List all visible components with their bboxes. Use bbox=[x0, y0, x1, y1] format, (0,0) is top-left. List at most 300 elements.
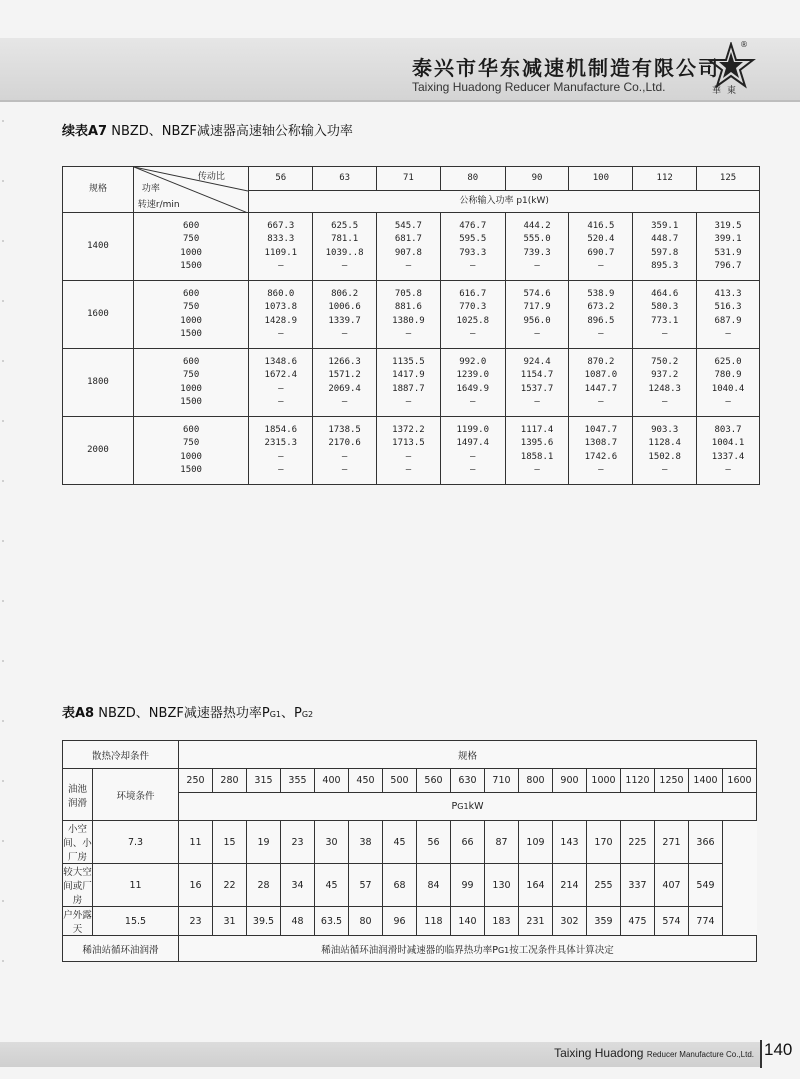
power-value: — bbox=[598, 329, 604, 339]
power-value: — bbox=[341, 397, 348, 407]
power-value: — bbox=[534, 465, 540, 475]
sizes-row bbox=[63, 769, 757, 793]
table-a8 bbox=[62, 740, 757, 962]
power-cell bbox=[697, 417, 760, 485]
power-value: 1199.0 bbox=[456, 424, 489, 435]
power-value: 399.1 bbox=[714, 234, 742, 244]
table-row bbox=[63, 821, 757, 864]
thermal-value: 57 bbox=[349, 864, 383, 907]
ratio-cell: 125 bbox=[697, 167, 760, 191]
header-speed: 转速r/min bbox=[137, 200, 180, 210]
power-value: 793.3 bbox=[459, 247, 487, 258]
power-value: 1004.1 bbox=[711, 438, 745, 448]
thermal-value: 39.5 bbox=[247, 907, 281, 936]
table-a7-title-prefix: 续表A7 bbox=[62, 124, 108, 139]
speed-cell bbox=[133, 417, 248, 485]
power-value: 448.7 bbox=[651, 234, 679, 244]
power-value: — bbox=[534, 397, 540, 407]
group-label-cell bbox=[63, 769, 93, 821]
power-cell bbox=[633, 213, 697, 281]
thermal-value: 255 bbox=[587, 864, 621, 907]
thermal-value: 359 bbox=[587, 907, 621, 936]
power-value: — bbox=[725, 465, 731, 475]
circ-note-a: 稀油站循环油润滑时减速器的临界热功率P bbox=[321, 944, 498, 956]
power-cell bbox=[569, 281, 633, 349]
power-value: 1109.1 bbox=[264, 247, 298, 258]
power-cell bbox=[249, 349, 313, 417]
speed-value: 1500 bbox=[180, 261, 202, 271]
circ-note-sub: G1 bbox=[497, 945, 510, 955]
speed-value: 600 bbox=[183, 424, 200, 435]
size-cell: 500 bbox=[383, 769, 417, 793]
thermal-value: 118 bbox=[417, 907, 451, 936]
thermal-value: 774 bbox=[689, 907, 723, 936]
power-value: 1339.7 bbox=[328, 315, 361, 326]
power-value: — bbox=[405, 397, 412, 407]
power-cell bbox=[505, 213, 569, 281]
thermal-value: 407 bbox=[655, 864, 689, 907]
power-value: — bbox=[341, 465, 348, 475]
group-label-line1: 油池 bbox=[67, 783, 87, 795]
thermal-value: 66 bbox=[451, 821, 485, 864]
table-a7 bbox=[62, 166, 760, 485]
power-value: 574.6 bbox=[523, 288, 551, 299]
power-cell bbox=[697, 281, 760, 349]
power-value: 992.0 bbox=[459, 356, 487, 367]
power-cell bbox=[440, 281, 505, 349]
thermal-value: 143 bbox=[553, 821, 587, 864]
table-a8-title-prefix: 表A8 bbox=[62, 706, 95, 721]
size-cell: 250 bbox=[179, 769, 213, 793]
power-value: 1135.5 bbox=[392, 356, 425, 367]
power-value: 1040.4 bbox=[711, 383, 745, 394]
power-value: 2170.6 bbox=[328, 438, 361, 448]
table-a8-title-sub1: G1 bbox=[269, 710, 281, 719]
power-cell bbox=[377, 281, 441, 349]
header-power: 功率 bbox=[141, 184, 160, 194]
thermal-value: 109 bbox=[519, 821, 553, 864]
table-row bbox=[63, 864, 757, 907]
power-cell bbox=[505, 417, 569, 485]
speed-value: 750 bbox=[183, 370, 200, 380]
thermal-value: 87 bbox=[485, 821, 519, 864]
size-cell: 630 bbox=[451, 769, 485, 793]
thermal-value: 140 bbox=[451, 907, 485, 936]
power-value: 1337.4 bbox=[711, 451, 745, 462]
unit-sub: G1 bbox=[457, 802, 469, 811]
power-cell bbox=[633, 349, 697, 417]
thermal-value: 16 bbox=[179, 864, 213, 907]
thermal-value: 170 bbox=[587, 821, 621, 864]
margin-decoration bbox=[2, 120, 4, 1020]
thermal-value: 23 bbox=[179, 907, 213, 936]
thermal-value: 96 bbox=[383, 907, 417, 936]
power-cell bbox=[697, 349, 760, 417]
power-value: 690.7 bbox=[587, 247, 615, 258]
header-spec: 规格 bbox=[63, 167, 134, 213]
thermal-value: 31 bbox=[213, 907, 247, 936]
table-row bbox=[63, 213, 760, 281]
power-value: — bbox=[470, 261, 476, 271]
power-value: 359.1 bbox=[651, 220, 679, 231]
power-value: — bbox=[341, 329, 348, 339]
thermal-value: 28 bbox=[247, 864, 281, 907]
table-a7-title bbox=[62, 120, 353, 139]
power-cell bbox=[633, 281, 697, 349]
power-value: 1380.9 bbox=[392, 315, 425, 326]
power-value: 595.5 bbox=[459, 234, 487, 244]
header-ratio: 传动比 bbox=[197, 172, 225, 182]
power-value: 806.2 bbox=[331, 288, 359, 299]
power-value: 1154.7 bbox=[520, 370, 554, 380]
thermal-value: 99 bbox=[451, 864, 485, 907]
table-a8-title bbox=[62, 702, 313, 721]
speed-value: 600 bbox=[183, 288, 200, 299]
power-value: 2069.4 bbox=[328, 383, 361, 394]
power-cell bbox=[313, 281, 377, 349]
power-value: — bbox=[470, 465, 476, 475]
power-value: 1672.4 bbox=[264, 370, 298, 380]
power-value: 319.5 bbox=[714, 220, 742, 231]
power-cell bbox=[440, 213, 505, 281]
power-value: 2315.3 bbox=[264, 438, 298, 448]
power-value: 1239.0 bbox=[456, 370, 489, 380]
power-cell bbox=[249, 281, 313, 349]
power-value: 1128.4 bbox=[648, 438, 681, 448]
thermal-value: 225 bbox=[621, 821, 655, 864]
power-value: — bbox=[405, 465, 412, 475]
power-value: 625.5 bbox=[331, 220, 359, 231]
power-value: 781.1 bbox=[331, 234, 359, 244]
power-value: 531.9 bbox=[714, 247, 742, 258]
power-value: 1372.2 bbox=[392, 424, 425, 435]
power-value: 464.6 bbox=[651, 288, 679, 299]
unit-tail: kW bbox=[468, 801, 484, 812]
footer-rest: Reducer Manufacture Co.,Ltd. bbox=[646, 1050, 754, 1059]
size-cell: 800 bbox=[519, 769, 553, 793]
power-value: — bbox=[278, 329, 284, 339]
header-divider bbox=[0, 100, 800, 102]
power-value: 881.6 bbox=[394, 302, 422, 312]
power-value: 717.9 bbox=[523, 302, 551, 312]
power-value: 750.2 bbox=[651, 356, 679, 367]
footer-company bbox=[554, 1046, 754, 1060]
power-value: — bbox=[598, 261, 604, 271]
table-a8-title-sub2: G2 bbox=[301, 710, 314, 719]
power-value: 896.5 bbox=[587, 315, 615, 326]
power-value: 860.0 bbox=[267, 288, 295, 299]
power-value: 770.3 bbox=[459, 302, 487, 312]
power-cell bbox=[505, 281, 569, 349]
power-cell bbox=[313, 417, 377, 485]
power-value: — bbox=[341, 451, 348, 462]
speed-value: 600 bbox=[183, 220, 200, 231]
size-cell: 1600 bbox=[723, 769, 757, 793]
power-value: 1858.1 bbox=[520, 451, 554, 462]
power-value: 903.3 bbox=[651, 424, 679, 435]
ratio-cell: 80 bbox=[440, 167, 505, 191]
power-value: 1713.5 bbox=[392, 438, 425, 448]
power-value: 1117.4 bbox=[520, 424, 554, 435]
thermal-value: 30 bbox=[315, 821, 349, 864]
power-value: 1006.6 bbox=[328, 302, 361, 312]
power-value: 1428.9 bbox=[264, 315, 298, 326]
speed-value: 750 bbox=[183, 302, 200, 312]
power-value: — bbox=[278, 465, 284, 475]
speed-cell bbox=[133, 349, 248, 417]
registered-mark: ® bbox=[740, 40, 748, 49]
power-value: 773.1 bbox=[651, 315, 679, 326]
power-value: 796.7 bbox=[714, 261, 742, 271]
power-value: — bbox=[278, 451, 284, 462]
thermal-value: 7.3 bbox=[93, 821, 179, 864]
power-value: — bbox=[405, 261, 412, 271]
table-a8-body bbox=[63, 821, 757, 936]
size-cell: 355 bbox=[281, 769, 315, 793]
size-cell: 400 bbox=[315, 769, 349, 793]
thermal-value: 214 bbox=[553, 864, 587, 907]
power-value: 937.2 bbox=[651, 370, 679, 380]
power-value: 1087.0 bbox=[584, 370, 618, 380]
power-value: 681.7 bbox=[394, 234, 422, 244]
power-value: 673.2 bbox=[587, 302, 615, 312]
company-name-en: Taixing Huadong Reducer Manufacture Co.,Ltd. bbox=[412, 80, 666, 94]
power-value: 667.3 bbox=[267, 220, 295, 231]
size-cell: 1400 bbox=[689, 769, 723, 793]
power-cell bbox=[249, 417, 313, 485]
thermal-value: 56 bbox=[417, 821, 451, 864]
thermal-value: 366 bbox=[689, 821, 723, 864]
power-value: — bbox=[470, 397, 476, 407]
power-value: 833.3 bbox=[267, 234, 295, 244]
power-value: 1497.4 bbox=[456, 438, 489, 448]
power-value: 1738.5 bbox=[328, 424, 361, 435]
ratio-cell: 56 bbox=[249, 167, 313, 191]
power-value: — bbox=[341, 261, 348, 271]
power-value: 1308.7 bbox=[584, 438, 618, 448]
speed-value: 1000 bbox=[180, 383, 202, 394]
speed-value: 1000 bbox=[180, 451, 202, 462]
thermal-value: 130 bbox=[485, 864, 519, 907]
power-value: — bbox=[725, 329, 731, 339]
env-label: 较大空间或厂房 bbox=[63, 864, 93, 907]
thermal-value: 19 bbox=[247, 821, 281, 864]
circ-note-b: 按工况条件具体计算决定 bbox=[509, 944, 614, 956]
power-value: — bbox=[725, 397, 731, 407]
table-a8-title-text: NBZD、NBZF减速器热功率P bbox=[98, 706, 270, 721]
thermal-value: 38 bbox=[349, 821, 383, 864]
power-value: 580.3 bbox=[651, 302, 679, 312]
spec-cell: 1600 bbox=[63, 281, 134, 349]
power-cell bbox=[377, 417, 441, 485]
power-value: 1047.7 bbox=[584, 424, 618, 435]
thermal-value: 63.5 bbox=[315, 907, 349, 936]
power-cell bbox=[633, 417, 697, 485]
power-value: — bbox=[278, 397, 284, 407]
circ-note bbox=[179, 936, 757, 962]
power-cell bbox=[313, 349, 377, 417]
power-value: 1073.8 bbox=[264, 302, 298, 312]
speed-value: 1500 bbox=[180, 329, 202, 339]
circ-label: 稀油站循环油润滑 bbox=[63, 936, 179, 962]
table-a8-title-sep: 、P bbox=[280, 706, 302, 721]
page-separator bbox=[760, 1040, 762, 1068]
thermal-value: 231 bbox=[519, 907, 553, 936]
size-cell: 450 bbox=[349, 769, 383, 793]
thermal-value: 80 bbox=[349, 907, 383, 936]
ratio-cell: 100 bbox=[569, 167, 633, 191]
ratio-cell: 63 bbox=[313, 167, 377, 191]
power-value: — bbox=[278, 383, 284, 394]
power-value: 1854.6 bbox=[264, 424, 298, 435]
power-cell bbox=[697, 213, 760, 281]
thermal-value: 183 bbox=[485, 907, 519, 936]
thermal-value: 84 bbox=[417, 864, 451, 907]
power-value: — bbox=[661, 329, 668, 339]
power-cell bbox=[377, 213, 441, 281]
power-value: 1348.6 bbox=[264, 356, 298, 367]
power-value: 416.5 bbox=[587, 220, 615, 231]
power-value: 924.4 bbox=[523, 356, 551, 367]
speed-value: 750 bbox=[183, 234, 200, 244]
power-value: — bbox=[405, 329, 412, 339]
unit-cell bbox=[179, 793, 757, 821]
power-cell bbox=[313, 213, 377, 281]
thermal-value: 337 bbox=[621, 864, 655, 907]
power-value: — bbox=[598, 397, 604, 407]
thermal-value: 22 bbox=[213, 864, 247, 907]
power-value: 687.9 bbox=[714, 315, 742, 326]
speed-value: 600 bbox=[183, 356, 200, 367]
power-value: 705.8 bbox=[394, 288, 422, 299]
thermal-value: 34 bbox=[281, 864, 315, 907]
thermal-value: 15 bbox=[213, 821, 247, 864]
power-cell bbox=[569, 213, 633, 281]
power-value: 1266.3 bbox=[328, 356, 361, 367]
thermal-value: 11 bbox=[179, 821, 213, 864]
speed-value: 1500 bbox=[180, 465, 202, 475]
power-value: 444.2 bbox=[523, 220, 551, 231]
thermal-value: 45 bbox=[315, 864, 349, 907]
power-value: 1025.8 bbox=[456, 315, 489, 326]
thermal-value: 574 bbox=[655, 907, 689, 936]
power-value: 538.9 bbox=[587, 288, 615, 299]
power-value: 1537.7 bbox=[520, 383, 554, 394]
power-value: — bbox=[278, 261, 284, 271]
power-value: 895.3 bbox=[651, 261, 679, 271]
power-value: 1395.6 bbox=[520, 438, 554, 448]
power-value: 1649.9 bbox=[456, 383, 489, 394]
spec-cell: 2000 bbox=[63, 417, 134, 485]
footer-brand: Taixing Huadong bbox=[554, 1046, 644, 1060]
table-row bbox=[63, 907, 757, 936]
power-cell bbox=[505, 349, 569, 417]
power-cell bbox=[249, 213, 313, 281]
group-label-line2: 润滑 bbox=[67, 797, 87, 809]
ratio-cell: 112 bbox=[633, 167, 697, 191]
table-row bbox=[63, 417, 760, 485]
speed-value: 1000 bbox=[180, 247, 202, 258]
page-number: 140 bbox=[764, 1040, 793, 1059]
power-value: 616.7 bbox=[459, 288, 487, 299]
table-row bbox=[63, 349, 760, 417]
thermal-value: 302 bbox=[553, 907, 587, 936]
power-cell bbox=[569, 417, 633, 485]
header-condition: 散热冷却条件 bbox=[63, 741, 179, 769]
power-value: — bbox=[661, 397, 668, 407]
power-value: — bbox=[534, 329, 540, 339]
size-cell: 1120 bbox=[621, 769, 655, 793]
power-cell bbox=[440, 417, 505, 485]
power-value: — bbox=[405, 451, 412, 462]
power-value: 780.9 bbox=[714, 370, 742, 380]
power-value: 1502.8 bbox=[648, 451, 681, 462]
speed-cell bbox=[133, 281, 248, 349]
spec-cell: 1800 bbox=[63, 349, 134, 417]
env-label: 户外露天 bbox=[63, 907, 93, 936]
power-value: 1248.3 bbox=[648, 383, 681, 394]
power-value: 545.7 bbox=[394, 220, 422, 231]
size-cell: 560 bbox=[417, 769, 451, 793]
header-env: 环境条件 bbox=[93, 769, 179, 821]
speed-cell bbox=[133, 213, 248, 281]
company-name-cn: 泰兴市华东减速机制造有限公司 bbox=[412, 56, 720, 80]
speed-value: 750 bbox=[183, 438, 200, 448]
thermal-value: 164 bbox=[519, 864, 553, 907]
power-cell bbox=[569, 349, 633, 417]
thermal-value: 23 bbox=[281, 821, 315, 864]
power-value: 1417.9 bbox=[392, 370, 425, 380]
power-value: 1571.2 bbox=[328, 370, 361, 380]
power-value: 956.0 bbox=[523, 315, 551, 326]
power-value: 597.8 bbox=[651, 247, 679, 258]
size-cell: 280 bbox=[213, 769, 247, 793]
size-cell: 900 bbox=[553, 769, 587, 793]
logo-text: 華東 bbox=[712, 86, 743, 96]
thermal-value: 271 bbox=[655, 821, 689, 864]
speed-value: 1000 bbox=[180, 315, 202, 326]
size-cell: 315 bbox=[247, 769, 281, 793]
thermal-value: 549 bbox=[689, 864, 723, 907]
power-value: — bbox=[661, 465, 668, 475]
thermal-value: 475 bbox=[621, 907, 655, 936]
power-value: 520.4 bbox=[587, 234, 615, 244]
power-value: 555.0 bbox=[523, 234, 551, 244]
spec-cell: 1400 bbox=[63, 213, 134, 281]
thermal-value: 15.5 bbox=[93, 907, 179, 936]
size-cell: 1000 bbox=[587, 769, 621, 793]
ratio-cell: 90 bbox=[505, 167, 569, 191]
power-value: 1887.7 bbox=[392, 383, 425, 394]
power-cell bbox=[377, 349, 441, 417]
size-cell: 1250 bbox=[655, 769, 689, 793]
power-value: 803.7 bbox=[714, 424, 742, 435]
power-value: — bbox=[470, 451, 476, 462]
thermal-value: 45 bbox=[383, 821, 417, 864]
thermal-value: 11 bbox=[93, 864, 179, 907]
table-a7-title-text: NBZD、NBZF减速器高速轴公称输入功率 bbox=[111, 124, 353, 139]
env-label: 小空间、小厂房 bbox=[63, 821, 93, 864]
power-value: 870.2 bbox=[587, 356, 615, 367]
power-value: 907.8 bbox=[394, 247, 422, 258]
power-value: — bbox=[598, 465, 604, 475]
power-value: 625.0 bbox=[714, 356, 742, 367]
thermal-value: 48 bbox=[281, 907, 315, 936]
power-value: 1447.7 bbox=[584, 383, 618, 394]
power-value: 413.3 bbox=[714, 288, 742, 299]
ratio-cell: 71 bbox=[377, 167, 441, 191]
power-value: 516.3 bbox=[714, 302, 742, 312]
